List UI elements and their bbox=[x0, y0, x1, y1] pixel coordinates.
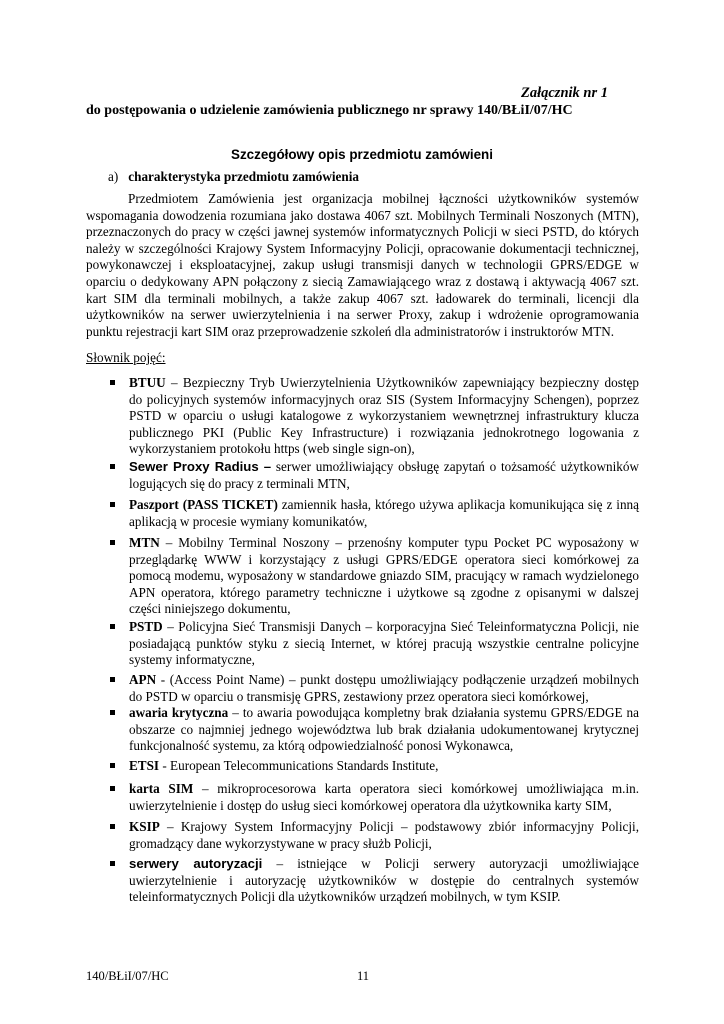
square-bullet-icon bbox=[110, 786, 115, 791]
intro-paragraph: Przedmiotem Zamówienia jest organizacja mobilnej łączności użytkowników systemów wspomagania dowodzenia rozumiana jako dostawa 4067 szt. Mobilnych Terminali Noszonych (MTN), przeznaczonych do pracy w części jawnej systemów informatycznych Policji w sieci PSTD, do których należy w szczególności Krajowy System Informacyjny Policji, opracowanie dokumentacji technicznej, powykonawczej i eksploatacyjnej, zakup usługi transmisji danych w technologii GPRS/EDGE w oparciu o dedykowany APN połączony z siecią Zamawiającego wraz z dostawą i aktywacją 4067 szt. kart SIM dla terminali mobilnych, a także zakup 4067 szt. ładowarek do terminali, licencji dla użytkowników na serwer uwierzytelnienia i na serwer Proxy, zakup i wdrożenie oprogramowania punktu rejestracji kart SIM oraz przeprowadzenie szkoleń dla administratorów i instruktorów MTN. bbox=[86, 191, 639, 339]
glossary-definition: – Mobilny Terminal Noszony – przenośny komputer typu Pocket PC wyposażony w przeglądarkę WWW i korzystający z usługi GPRS/EDGE operatora sieci komórkowej za pomocą modemu, wyposażony w standardowe gniazdo SIM, pracujący w ramach wydzielonego APN operatora, którego parametry techniczne i użytkowe są zgodne z opisanymi w dalszej części niniejszego dokumentu, bbox=[129, 535, 639, 617]
glossary-text bbox=[129, 497, 639, 530]
footer-reference: 140/BŁiI/07/HC bbox=[86, 969, 169, 983]
section-letter: a) bbox=[108, 169, 119, 184]
glossary-text bbox=[129, 535, 639, 618]
glossary-definition: – to awaria powodująca kompletny brak działania systemu GPRS/EDGE na obszarze co najmniej jednego województwa lub brak działania udokumentowanej krytycznej funkcjonalność systemu, za którą odpowiedzialność ponosi Wykonawca, bbox=[129, 705, 639, 754]
glossary-text bbox=[129, 619, 639, 669]
glossary-term: KSIP bbox=[129, 819, 160, 834]
square-bullet-icon bbox=[110, 824, 115, 829]
section-heading-text: charakterystyka przedmiotu zamówienia bbox=[128, 169, 359, 184]
glossary-text bbox=[129, 856, 639, 906]
glossary-definition: - (Access Point Name) – punkt dostępu umożliwiający podłączenie urządzeń mobilnych do PSTD w oparciu o transmisję GPRS, zestawiony przez operatora sieci komórkowej, bbox=[129, 672, 639, 704]
glossary-title: Słownik pojęć: bbox=[86, 350, 166, 365]
square-bullet-icon bbox=[110, 763, 115, 768]
glossary-definition: – istniejące w Policji serwery autoryzacji umożliwiające uwierzytelnienie i autoryzację użytkowników w dostępie do centralnych systemów teleinformatycznych Policji dla użytkowników urządzeń mobilnych, w tym KSIP. bbox=[129, 856, 640, 905]
glossary-text bbox=[129, 705, 639, 755]
glossary-definition: – Krajowy System Informacyjny Policji – podstawowy zbiór informacyjny Policji, gromadzący dane wykorzystywane w pracy służb Policji, bbox=[129, 819, 639, 851]
glossary-text bbox=[129, 672, 639, 705]
proceeding-line: do postępowania o udzielenie zamówienia publicznego nr sprawy 140/BŁiI/07/HC bbox=[86, 103, 573, 118]
glossary-term: ETSI bbox=[129, 758, 160, 773]
square-bullet-icon bbox=[110, 464, 115, 469]
glossary-text bbox=[129, 781, 639, 814]
glossary-definition: serwer umożliwiający obsługę zapytań o tożsamość użytkowników logujących się do pracy z terminali MTN, bbox=[129, 459, 639, 491]
square-bullet-icon bbox=[110, 861, 115, 866]
section-a-heading bbox=[108, 169, 359, 186]
page-number: 11 bbox=[357, 969, 370, 983]
glossary-text bbox=[129, 459, 639, 492]
glossary-definition: – Policyjna Sieć Transmisji Danych – korporacyjna Sieć Teleinformatyczna Policji, nie posiadającą punktów styku z siecią Internet, w której pracują wszystkie centralne policyjne systemy informatyczne, bbox=[129, 619, 639, 668]
glossary-term: MTN bbox=[129, 535, 160, 550]
square-bullet-icon bbox=[110, 677, 115, 682]
glossary-term: BTUU bbox=[129, 375, 166, 390]
square-bullet-icon bbox=[110, 380, 115, 385]
glossary-term: PSTD bbox=[129, 619, 163, 634]
glossary-definition: – mikroprocesorowa karta operatora sieci komórkowej umożliwiająca m.in. uwierzytelnienie i dostęp do usług sieci komórkowej operatora dla użytkownika karty SIM, bbox=[129, 781, 640, 813]
glossary-text bbox=[129, 819, 639, 852]
square-bullet-icon bbox=[110, 624, 115, 629]
annex-label: Załącznik nr 1 bbox=[520, 85, 608, 101]
glossary-term: APN bbox=[129, 672, 157, 687]
glossary-definition: – Bezpieczny Tryb Uwierzytelnienia Użytkowników zapewniający bezpieczny dostęp do policyjnych systemów informacyjnych oraz SIS (System Informacyjny Schengen), poprzez PSTD w oparciu o usługi katalogowe z wykorzystaniem wewnętrznej infrastruktury klucza publicznego PKI (Public Key Infrastructure) i rozwiązania jednokrotnego logowania z wykorzystaniem protokołu https (web single sign-on), bbox=[129, 375, 639, 457]
square-bullet-icon bbox=[110, 502, 115, 507]
glossary-text bbox=[129, 375, 639, 458]
page-title: Szczegółowy opis przedmiotu zamówieni bbox=[231, 147, 493, 162]
square-bullet-icon bbox=[110, 710, 115, 715]
glossary-definition: zamiennik hasła, którego używa aplikacja komunikująca się z inną aplikacją w procesie wymiany komunikatów, bbox=[129, 497, 640, 529]
glossary-term: Sewer Proxy Radius – bbox=[129, 459, 272, 474]
glossary-text bbox=[129, 758, 639, 775]
square-bullet-icon bbox=[110, 540, 115, 545]
glossary-definition: - European Telecommunications Standards Institute, bbox=[159, 758, 439, 773]
glossary-term: awaria krytyczna bbox=[129, 705, 229, 720]
glossary-term: karta SIM bbox=[129, 781, 194, 796]
glossary-term: Paszport (PASS TICKET) bbox=[129, 497, 278, 512]
glossary-term: serwery autoryzacji bbox=[129, 856, 263, 871]
